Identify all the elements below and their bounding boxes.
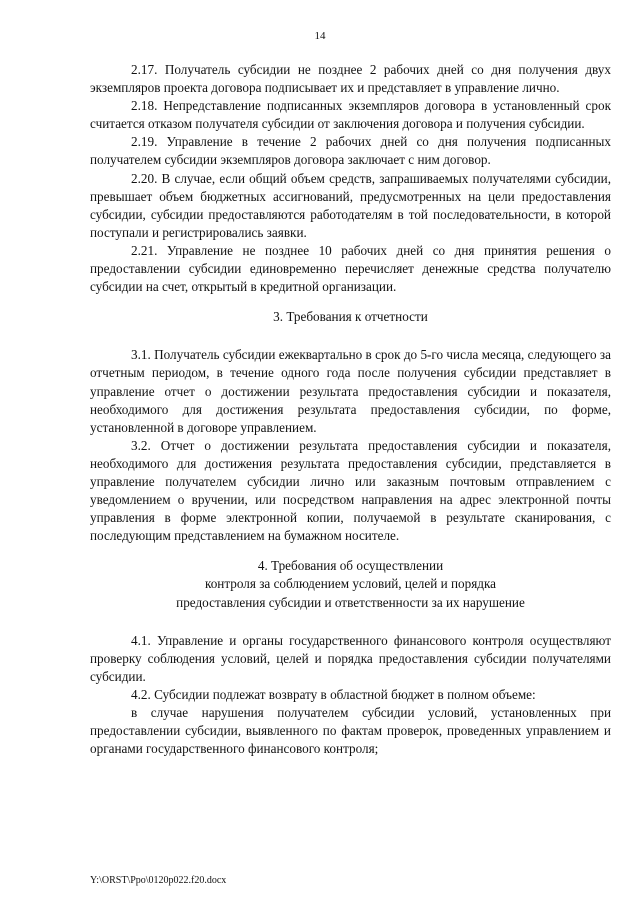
document-body [90, 61, 611, 758]
footer-file-path: Y:\ORST\Ppo\0120p022.f20.docx [90, 875, 227, 886]
paragraph-2-18: 2.18. Непредставление подписанных экземпляров договора в установленный срок считается отказом получателя субсидии от заключения договора и получения субсидии. [90, 98, 611, 132]
paragraph-4-1: 4.1. Управление и органы государственного финансового контроля осуществляют проверку соблюдения условий, целей и порядка предоставления субсидии получателями субсидии. [90, 632, 611, 684]
section-4-title-line-1: 4. Требования об осуществлении [257, 558, 444, 574]
paragraph-2-17: 2.17. Получатель субсидии не позднее 2 рабочих дней со дня получения двух экземпляров проекта договора подписывает их и представляет в управление лично. [90, 62, 611, 96]
page-number: 14 [314, 30, 326, 42]
paragraph-3-2: 3.2. Отчет о достижении результата предоставления субсидии и показателя, необходимого для достижения результата предоставления субсидии, представляется в управление получателем субсидии лично или заказным почтовым отправлением с уведомлением о вручении, или посредством направления на адрес электронной почты управления в форме электронной копии, получаемой в результате сканирования, с последующим представлением на бумажном носителе. [90, 437, 611, 544]
paragraph-4-2-item: в случае нарушения получателем субсидии условий, установленных при предоставлении субсидии, выявленного по фактам проверок, проведенных управлением и органами государственного финансового контроля; [90, 705, 611, 757]
section-4-title-line-2: контроля за соблюдением условий, целей и порядка [204, 576, 497, 592]
paragraph-4-2: 4.2. Субсидии подлежат возврату в областной бюджет в полном объеме: [131, 686, 536, 702]
section-4-title-line-3: предоставления субсидии и ответственности за их нарушение [176, 594, 525, 610]
paragraph-2-19: 2.19. Управление в течение 2 рабочих дней со дня получения подписанных получателем субсидии экземпляров договора заключает с ним договор. [90, 134, 611, 168]
paragraph-2-21: 2.21. Управление не позднее 10 рабочих дней со дня принятия решения о предоставлении субсидии единовременно перечисляет денежные средства получателю субсидии на счет, открытый в кредитной организации. [90, 242, 611, 295]
section-3-title: 3. Требования к отчетности [273, 309, 428, 325]
paragraph-2-20: 2.20. В случае, если общий объем средств, запрашиваемых получателями субсидии, превышает объем бюджетных ассигнований, предусмотренных на цели предоставления субсидии, субсидии предоставляются работодателям в той последовательности, в которой поступали и регистрировались заявки. [90, 170, 611, 240]
paragraph-3-1: 3.1. Получатель субсидии ежеквартально в срок до 5-го числа месяца, следующего за отчетным периодом, в течение одного года после получения субсидии представляет в управление отчет о достижении результата предоставления субсидии и показателя, необходимого для достижения результата предоставления субсидии, по форме, установленной в договоре управлением. [90, 347, 611, 435]
